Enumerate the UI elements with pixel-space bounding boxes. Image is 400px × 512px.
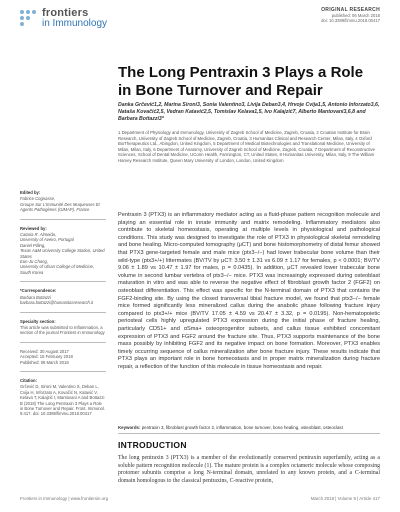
citation-label: Citation: bbox=[20, 377, 37, 383]
editor-affiliation: Groupe Sur L'Immunité Des Muqueuses Et Agents Pathogènes (GIMAP), France bbox=[20, 201, 100, 213]
section-heading-introduction: INTRODUCTION bbox=[118, 440, 187, 450]
received-date: Received: 30 August 2017 bbox=[20, 348, 69, 354]
reviewer-name: Daniel Pilling, bbox=[20, 242, 46, 248]
reviewer-affiliation: University of Aveiro, Portugal bbox=[20, 237, 74, 243]
editor-name: Fabrice Cognasse, bbox=[20, 196, 56, 202]
footer-volume: March 2018 | Volume 9 | Article 417 bbox=[310, 496, 380, 501]
article-title: The Long Pentraxin 3 Plays a Role in Bone Turnover and Repair bbox=[118, 64, 364, 99]
reviewer-name: Eun-Ju Chang, bbox=[20, 259, 48, 265]
edited-label: Edited by: bbox=[20, 190, 41, 195]
section-divider bbox=[118, 433, 380, 434]
keywords bbox=[118, 425, 380, 431]
page-header bbox=[20, 8, 380, 38]
frontiers-logo-icon bbox=[20, 10, 38, 28]
specialty-text: This article was submitted to Inflammation, a section of the journal Frontiers in Immunology bbox=[20, 324, 105, 336]
published-date: published: 06 March 2018 bbox=[331, 13, 380, 19]
correspondence-email[interactable]: barbara.bottazzi@humanitasresearch.it bbox=[20, 300, 94, 306]
author-list: Danka Grčević1,2, Marina Sironi3, Sonia Valentino3, Livija Deban3,4, Hrvoje Cvija1,5, Antonio Inforzato3,6, Nataša Kovačić2,5, Vedran Katavić2,5, Tomislav Kelava1,5, Ivo Kalajzić7, Alberto Mantovani3,6,8 and Barbara Bottazzi3* bbox=[118, 102, 380, 122]
introduction-text: The long pentraxin 3 (PTX3) is a member of the evolutionarily conserved pentraxin superfamily, acting as a soluble pattern recognition molecule (1). The mature protein is a complex octameric molecule whose composing protomer subunits comprise a long N-terminal domain, unrelated to any known protein, and a C-terminal domain homologous to the classical pentraxins, C-reactive protein, bbox=[118, 455, 380, 484]
abstract: Pentraxin 3 (PTX3) is an inflammatory mediator acting as a fluid-phase pattern recognition molecule and playing an essential role in innate immunity and matrix remodeling. Inflammatory mediators also contribute to skeletal homeostasis, operating at multiple levels in physiological and pathological conditions. This study was designed to investigate the role of PTX3 in physiological skeletal remodeling and bone healing. Micro-computed tomography (μCT) and bone histomorphometry of distal femur showed that PTX3 gene-targeted female and male mice (ptx3−/−) had lower trabecular bone volume than their wild-type (ptx3+/+) littermates (BV/TV by μCT: 3.50 ± 1.31 vs 6.09 ± 1.17 for females, p < 0.0001; BV/TV 9.06 ± 1.89 vs 10.47 ± 1.97 for males, p = 0.0435). In addition, μCT revealed lower trabecular bone volume in second lumbar vertebra of ptx3−/− mice. PTX3 was increasingly expressed during osteoblast maturation in vitro and was able to reverse the negative effect of fibroblast growth factor 2 (FGF2) on osteoblast differentiation. This effect was specific for the N-terminal domain of PTX3 that contains the FGF2-binding site. By using the closed transversal tibial fracture model, we found that ptx3−/− female mice formed significantly less mineralized callus during the anabolic phase following fracture injury compared to ptx3+/+ mice (BV/TV 17.05 ± 4.59 vs 20.47 ± 3.32, p = 0.0195). Non-hematopoietic periosteal cells highly upregulated PTX3 expression during the initial phase of fracture healing, particularly CD51+ and αSma+ osteoprogenitor subsets, and callus tissue exhibited concomitant expression of PTX3 and FGF2 around the fracture site. Thus, PTX3 supports maintenance of the bone mass possibly by inhibiting FGF2 and its negative impact on bone formation. Moreover, PTX3 enables timely occurring sequence of callus mineralization after bone fracture injury. These results indicate that PTX3 plays an important role in bone homeostasis and in proper matrix mineralization during fracture repair, a reflection of the function of this molecule in tissue homeostasis and repair. bbox=[118, 212, 380, 370]
footer-issue bbox=[311, 496, 380, 501]
citation-text: Grčević D, Sironi M, Valentino S, Deban L, Cvija H, Inforzato A, Kovačić N, Katavić V, Kelava T, Kalajzić I, Mantovani A and Bottazzi B (2018) The Long Pentraxin 3 Plays a Role in Bone Turnover and Repair. Front. Immunol. 9:417. doi: 10.3389/fimmu.2018.00417 bbox=[20, 384, 105, 417]
affiliations: 1 Department of Physiology and Immunology, University of Zagreb School of Medicine, Zagreb, Croatia, 2 Croatian Institute for Brain Research, University of Zagreb School of Medicine, Zagreb, Croatia, 3 Humanitas Clinical and Research Center, Milan, Italy, 4 Oxford BioTherapeutics Ltd., Abingdon, United Kingdom, 5 Department of Medical Biotechnologies and Translational Medicine, University of Milan, Milan, Italy, 6 Department of Anatomy, University of Zagreb School of Medicine, Zagreb, Croatia, 7 Department of Reconstructive Sciences, School of Dental Medicine, UConn Health, Farmington, CT, United States, 8 Humanitas University, Milan, Italy, 9 The William Harvey Research Institute, Queen Mary University of London, London, United Kingdom bbox=[118, 130, 376, 163]
correspondence-label: *Correspondence: bbox=[20, 288, 57, 294]
doi-link[interactable]: doi: 10.3389/fimmu.2018.00417 bbox=[321, 18, 380, 24]
accepted-date: Accepted: 15 February 2018 bbox=[20, 354, 73, 360]
logo-name: frontiers bbox=[42, 7, 89, 19]
article-meta bbox=[321, 8, 380, 24]
correspondence-name: Barbara Bottazzi bbox=[20, 294, 51, 300]
journal-logo[interactable] bbox=[20, 8, 107, 29]
logo-journal: in Immunology bbox=[42, 18, 108, 29]
article-type: ORIGINAL RESEARCH bbox=[321, 7, 380, 13]
keywords-text: pentraxin 3, fibroblast growth factor 2, inflammation, bone turnover, bone healing, osteoblast, osteoclast bbox=[141, 425, 343, 430]
reviewer-affiliation: Texas A&M University College Station, United States bbox=[20, 248, 105, 259]
specialty-label: Specialty section: bbox=[20, 318, 56, 324]
footer-journal[interactable]: Frontiers in Immunology | www.frontiersin.org bbox=[20, 496, 109, 501]
reviewer-affiliation: University of Ulsan College of Medicine, South Korea bbox=[20, 264, 95, 275]
reviewer-name: Cataria R. Almeida, bbox=[20, 232, 57, 238]
keywords-label: Keywords: bbox=[118, 425, 141, 430]
article-sidebar bbox=[20, 190, 106, 431]
reviewed-label: Reviewed by: bbox=[20, 225, 47, 231]
published-date-sidebar: Published: 06 March 2018 bbox=[20, 359, 69, 365]
